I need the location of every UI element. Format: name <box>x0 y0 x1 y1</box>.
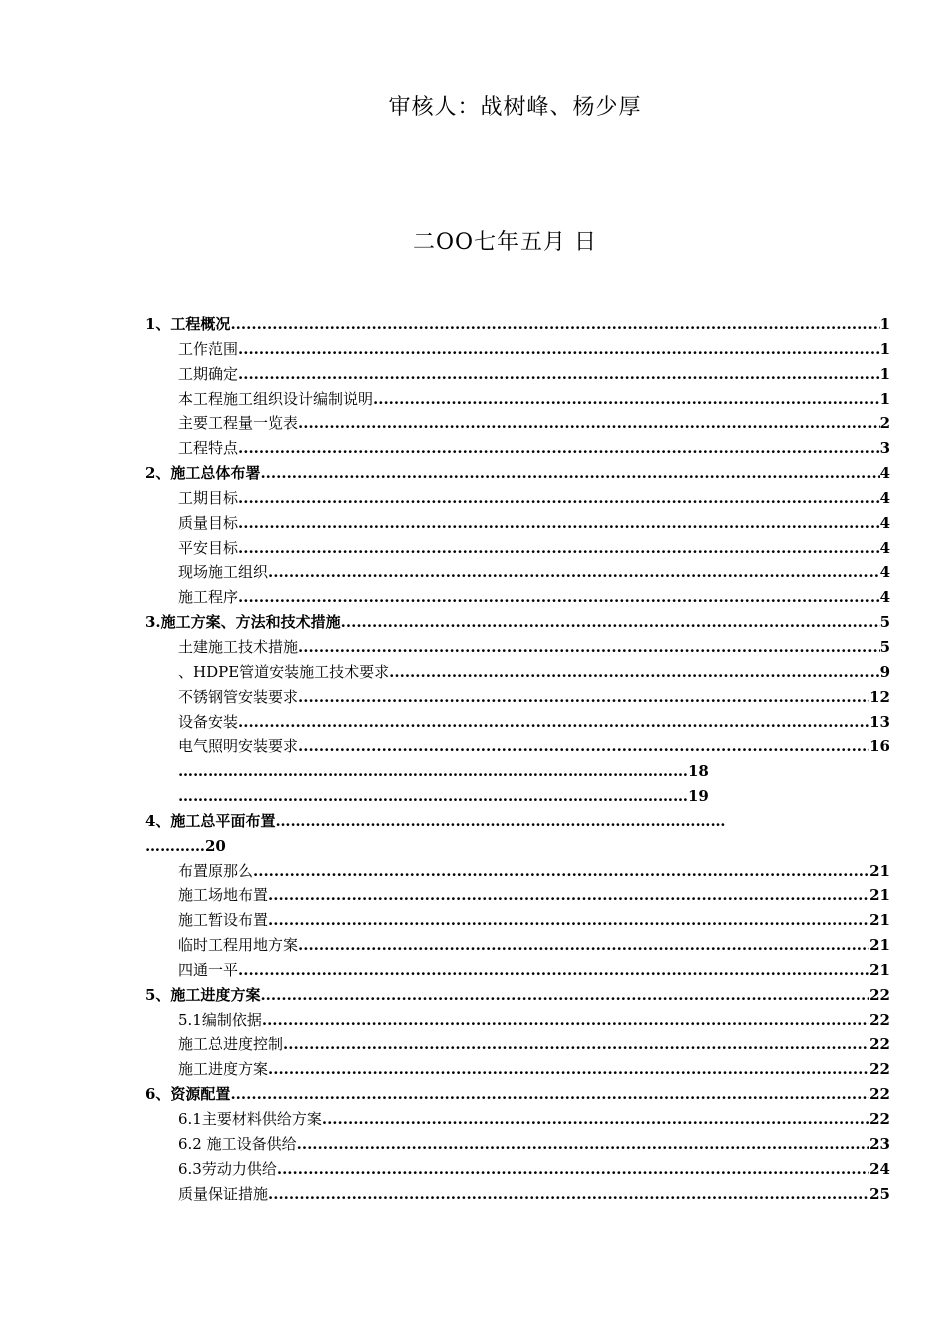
toc-leader-dots <box>238 337 880 362</box>
toc-leader-dots <box>298 411 880 436</box>
toc-entry-page: 13 <box>869 712 890 731</box>
toc-entry-title: 6、资源配置 <box>145 1085 231 1104</box>
reviewer-line: 审核人：战树峰、杨少厚 <box>388 95 642 120</box>
toc-entry-title: 本工程施工组织设计编制说明 <box>178 389 374 408</box>
toc-group-1-3 <box>145 312 890 759</box>
toc-section-entry[interactable] <box>145 312 890 337</box>
toc-entry-title: 6.1主要材料供给方案 <box>178 1110 322 1128</box>
toc-entry-title: 2、施工总体布署 <box>145 464 261 483</box>
toc-leader-dots <box>322 1107 869 1132</box>
toc-leader-dots <box>238 710 869 735</box>
toc-subsection-entry[interactable] <box>145 560 890 585</box>
toc-entry-page: 22 <box>869 1085 890 1104</box>
toc-section-entry[interactable] <box>145 610 890 635</box>
toc-entry-title: 工程特点 <box>178 439 239 458</box>
toc-leader-dots <box>268 1057 869 1082</box>
toc-entry-title: 6.2 施工设备供给 <box>178 1134 297 1153</box>
toc-leader-dots <box>238 511 880 536</box>
toc-leader-dots <box>238 536 880 561</box>
toc-entry-title: 3.施工方案、方法和技术措施 <box>145 613 341 632</box>
toc-subsection-entry[interactable] <box>145 734 890 759</box>
toc-leader-dots <box>230 312 879 337</box>
toc-entry-page: 16 <box>869 737 890 756</box>
toc-subsection-entry[interactable] <box>145 660 890 685</box>
toc-entry-title: 布置原那么 <box>178 861 254 880</box>
toc-entry-page: 5 <box>879 613 890 632</box>
toc-entry-section-4: 4、施工总平面布置……………………………………………………………………………… <box>145 811 726 830</box>
toc-entry-page: 21 <box>869 911 890 930</box>
toc-leader-dots <box>268 908 869 933</box>
toc-subsection-entry[interactable] <box>145 1107 890 1132</box>
toc-entry-title: 设备安装 <box>178 712 239 731</box>
toc-entry-title: 土建施工技术措施 <box>178 637 299 656</box>
toc-entry-title: 四通一平 <box>178 960 239 979</box>
toc-subsection-entry[interactable] <box>145 710 890 735</box>
toc-subsection-entry[interactable] <box>145 883 890 908</box>
toc-leader-dots <box>268 883 869 908</box>
toc-entry-page: 1 <box>879 339 890 358</box>
toc-entry-title: 、HDPE管道安装施工技术要求 <box>178 662 390 681</box>
toc-entry-page: 21 <box>869 960 890 979</box>
toc-subsection-entry[interactable] <box>145 585 890 610</box>
toc-subsection-entry[interactable] <box>145 362 890 387</box>
toc-subsection-entry[interactable] <box>145 1157 890 1182</box>
toc-entry-page: 4 <box>879 588 890 607</box>
toc-section-entry[interactable] <box>145 1082 890 1107</box>
toc-leader-dots <box>260 461 879 486</box>
toc-entry-page: 4 <box>879 464 890 483</box>
toc-subsection-entry[interactable] <box>145 635 890 660</box>
toc-subsection-entry[interactable] <box>145 536 890 561</box>
toc-section-entry[interactable] <box>145 461 890 486</box>
toc-subsection-entry[interactable] <box>145 1132 890 1157</box>
toc-leader-dots <box>298 933 869 958</box>
toc-entry-page: 21 <box>869 886 890 905</box>
toc-leader-dots <box>238 585 880 610</box>
toc-subsection-entry[interactable] <box>145 387 890 412</box>
toc-entry-page: 4 <box>879 513 890 532</box>
toc-leader-dots <box>389 660 879 685</box>
toc-entry-page: 23 <box>869 1134 890 1153</box>
toc-entry-page: 22 <box>869 1010 890 1029</box>
toc-leader-dots <box>341 610 880 635</box>
toc-subsection-entry[interactable] <box>145 1032 890 1057</box>
toc-subsection-entry[interactable] <box>145 859 890 884</box>
toc-subsection-entry[interactable] <box>145 337 890 362</box>
toc-entry-title: 施工程序 <box>178 588 239 607</box>
toc-entry-title: 电气照明安装要求 <box>178 737 299 756</box>
toc-entry-page: 24 <box>869 1159 890 1178</box>
toc-entry-title: 6.3劳动力供给 <box>178 1159 277 1178</box>
toc-leader-dots <box>283 1032 869 1057</box>
toc-entry-page: 21 <box>869 861 890 880</box>
toc-leader-dots <box>238 362 880 387</box>
toc-subsection-entry[interactable] <box>145 486 890 511</box>
toc-entry-title: 工期目标 <box>178 488 239 507</box>
toc-leader-dots <box>298 685 869 710</box>
toc-entry-page: 1 <box>879 315 890 333</box>
toc-leader-dots <box>238 958 869 983</box>
table-of-contents <box>145 312 890 1206</box>
toc-entry-page: 5 <box>879 637 890 656</box>
document-date: 二OO七年五月 日 <box>412 230 598 255</box>
toc-entry-title: 平安目标 <box>178 538 239 557</box>
toc-leader-dots <box>238 486 880 511</box>
toc-entry-title: 不锈钢管安装要求 <box>178 687 299 706</box>
toc-entry-title: 现场施工组织 <box>178 563 269 582</box>
toc-entry-title: 工作范围 <box>178 339 239 358</box>
toc-entry-title: 施工进度方案 <box>178 1060 269 1079</box>
toc-entry-page: 3 <box>879 439 890 458</box>
toc-subsection-entry[interactable] <box>145 958 890 983</box>
toc-entry-page: 22 <box>869 1060 890 1079</box>
toc-subsection-entry[interactable] <box>145 436 890 461</box>
toc-subsection-entry[interactable] <box>145 1008 890 1033</box>
toc-entry-page: 2 <box>879 414 890 433</box>
toc-entry-page: 22 <box>869 1110 890 1128</box>
toc-subsection-entry[interactable] <box>145 511 890 536</box>
toc-entry-unnamed-19: …………………………………………………………………………………………19 <box>178 787 709 806</box>
toc-subsection-entry[interactable] <box>145 685 890 710</box>
toc-entry-unnamed-18: …………………………………………………………………………………………18 <box>178 762 709 781</box>
toc-entry-title: 施工暂设布置 <box>178 911 269 930</box>
toc-entry-title: 质量目标 <box>178 513 239 532</box>
toc-entry-page: 1 <box>879 364 890 383</box>
toc-group-4-6 <box>145 859 890 1207</box>
toc-leader-dots <box>262 1008 869 1033</box>
toc-entry-page: 22 <box>869 985 890 1004</box>
toc-leader-dots <box>268 560 880 585</box>
toc-entry-page: 21 <box>869 936 890 955</box>
toc-leader-dots <box>298 635 880 660</box>
toc-entry-page: 4 <box>879 563 890 582</box>
toc-section-entry[interactable] <box>145 983 890 1008</box>
toc-leader-dots <box>277 1157 869 1182</box>
toc-entry-section-4-page: …………20 <box>145 836 226 855</box>
toc-entry-page: 9 <box>879 662 890 681</box>
toc-subsection-entry[interactable] <box>145 411 890 436</box>
toc-subsection-entry[interactable] <box>145 908 890 933</box>
toc-leader-dots <box>238 436 880 461</box>
toc-entry-page: 22 <box>869 1035 890 1054</box>
toc-entry-title: 临时工程用地方案 <box>178 936 299 955</box>
toc-entry-title: 5、施工进度方案 <box>145 985 261 1004</box>
toc-entry-title: 主要工程量一览表 <box>178 414 299 433</box>
toc-subsection-entry[interactable] <box>145 1057 890 1082</box>
toc-entry-title: 5.1编制依据 <box>178 1010 262 1029</box>
toc-entry-page: 4 <box>879 488 890 507</box>
toc-entry-title: 施工总进度控制 <box>178 1035 284 1054</box>
toc-leader-dots <box>230 1082 869 1107</box>
toc-leader-dots <box>268 1182 869 1207</box>
toc-entry-title: 工期确定 <box>178 364 239 383</box>
toc-entry-page: 1 <box>879 389 890 408</box>
toc-leader-dots <box>298 734 869 759</box>
toc-leader-dots <box>297 1132 870 1157</box>
toc-entry-title: 1、工程概况 <box>145 315 231 333</box>
toc-subsection-entry[interactable] <box>145 1182 890 1207</box>
toc-entry-title: 施工场地布置 <box>178 886 269 905</box>
toc-entry-page: 12 <box>869 687 890 706</box>
toc-entry-title: 质量保证措施 <box>178 1184 269 1203</box>
toc-leader-dots <box>253 859 869 884</box>
toc-subsection-entry[interactable] <box>145 933 890 958</box>
toc-entry-page: 4 <box>879 538 890 557</box>
toc-leader-dots <box>260 983 869 1008</box>
toc-entry-page: 25 <box>869 1184 890 1203</box>
toc-leader-dots <box>373 387 880 412</box>
